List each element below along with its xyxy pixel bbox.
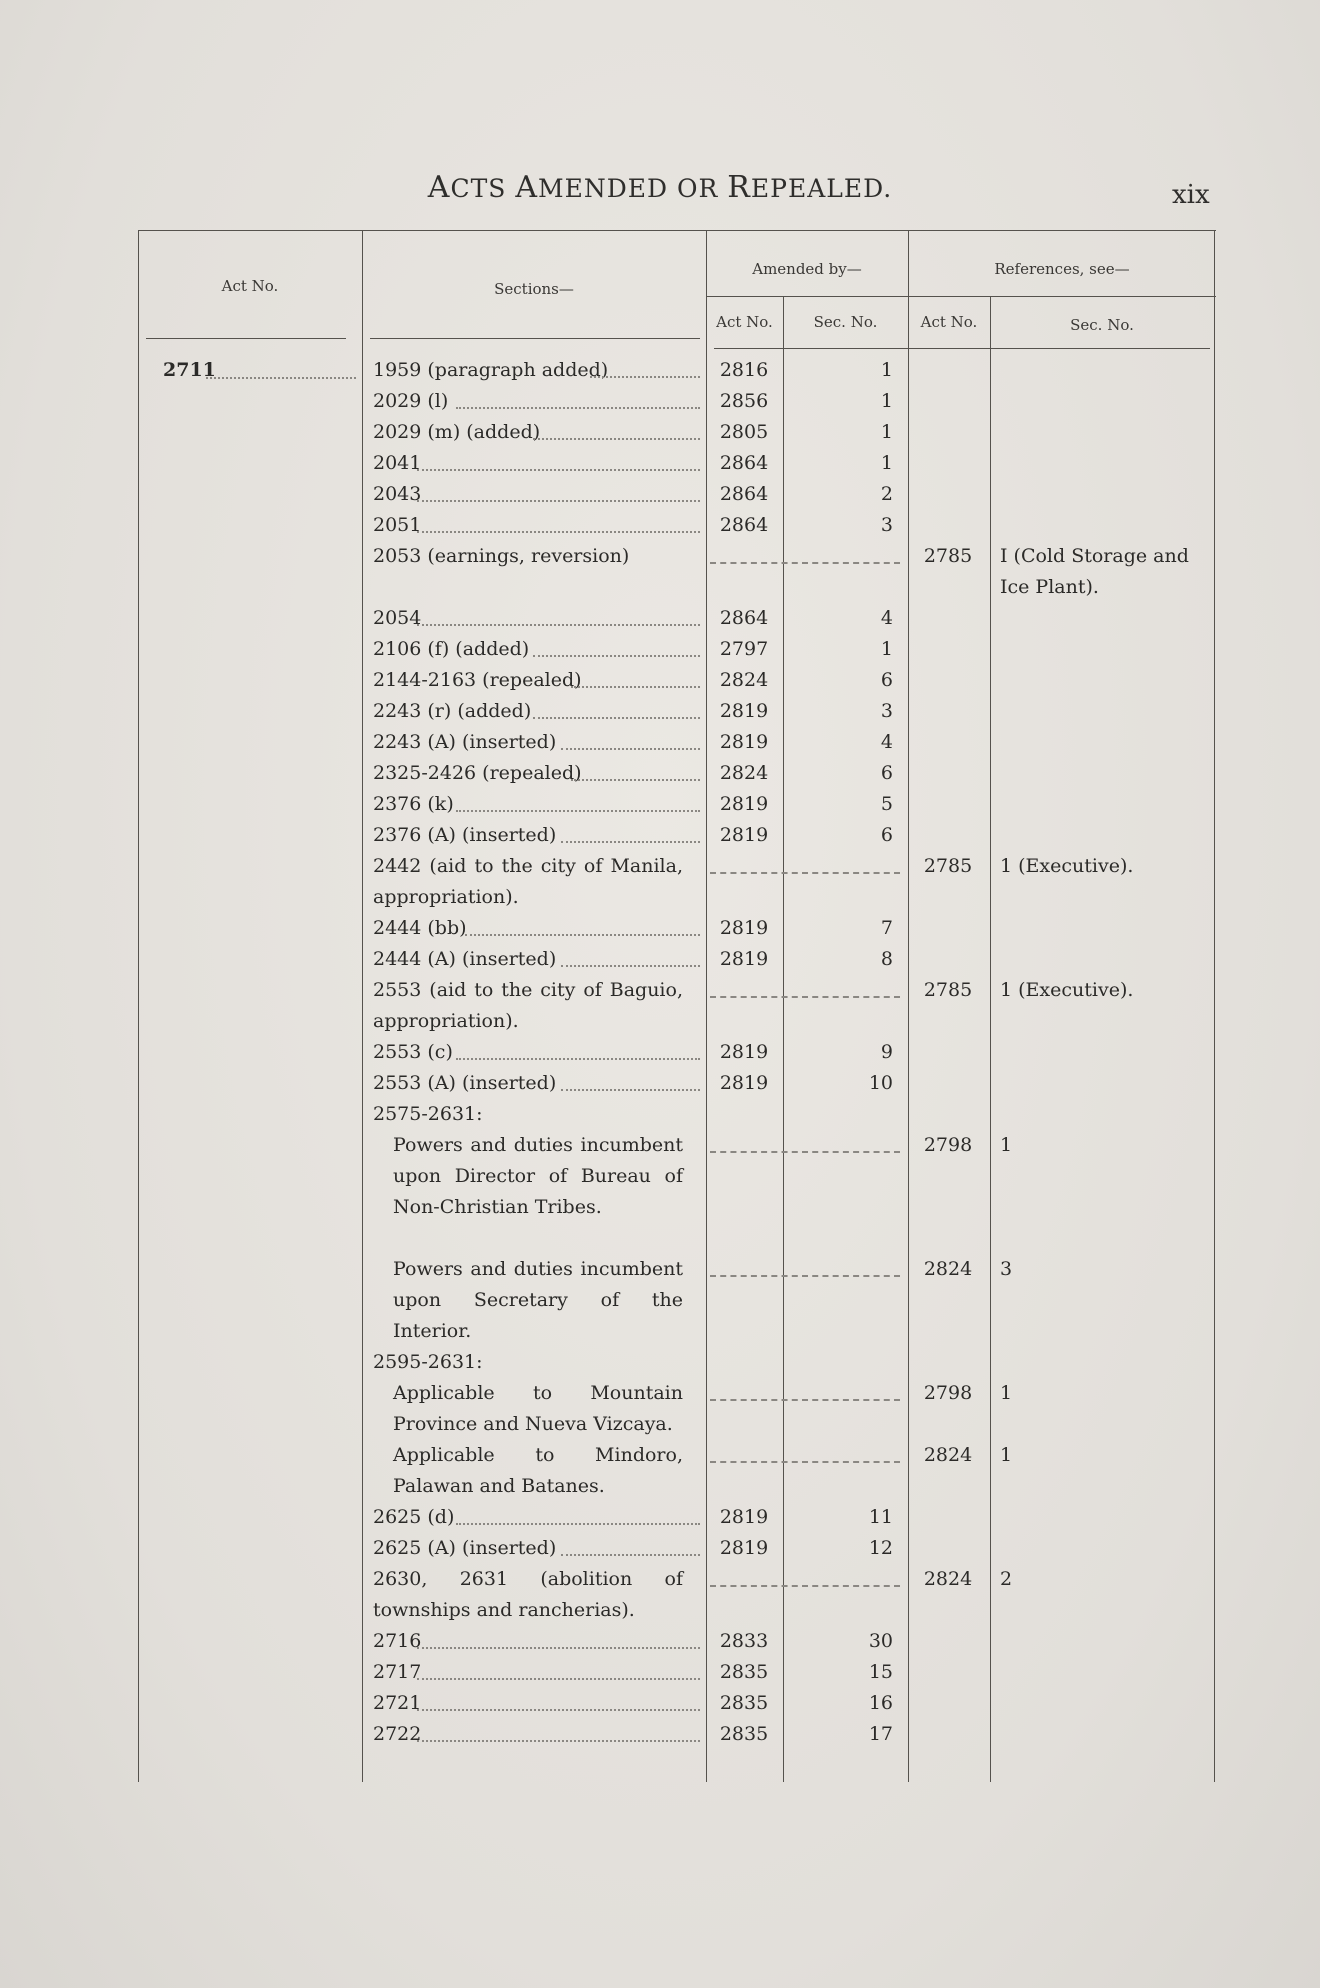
table-row	[138, 510, 1216, 541]
blank-amended-dashes	[710, 562, 900, 564]
section-cell: 2029 (l)	[373, 390, 449, 412]
ref-act-cell: 2785	[923, 855, 973, 877]
amended-sec-cell: 16	[868, 1692, 893, 1714]
amended-act-cell: 2835	[719, 1661, 769, 1683]
table-row	[138, 1254, 1216, 1347]
section-cell: 2243 (r) (added)	[373, 700, 532, 722]
amended-act-cell: 2816	[719, 359, 769, 381]
amended-sec-cell: 6	[880, 762, 893, 784]
amended-sec-cell: 10	[868, 1072, 893, 1094]
dot-leader	[417, 1740, 700, 1742]
amended-sec-cell: 5	[880, 793, 893, 815]
section-cell: 2625 (d)	[373, 1506, 455, 1528]
amended-act-cell: 2835	[719, 1723, 769, 1745]
amended-act-cell: 2824	[719, 669, 769, 691]
dot-leader	[590, 376, 700, 378]
amended-act-cell: 2864	[719, 607, 769, 629]
title-part: MENDED OR	[538, 174, 728, 203]
table-row	[138, 913, 1216, 944]
act-number: 2711	[163, 359, 216, 381]
ref-sec-cell: 3	[1000, 1258, 1013, 1280]
section-cell: 2444 (A) (inserted)	[373, 948, 557, 970]
amended-sec-cell: 6	[880, 824, 893, 846]
blank-amended-dashes	[710, 996, 900, 998]
amended-sec-cell: 4	[880, 731, 893, 753]
section-cell: 1959 (paragraph added)	[373, 359, 609, 381]
ref-sec-cell: I (Cold Storage and Ice Plant).	[1000, 545, 1189, 598]
blank-amended-dashes	[710, 1461, 900, 1463]
table-row	[138, 851, 1216, 913]
section-cell: 2043	[373, 483, 422, 505]
section-cell: 2054	[373, 607, 422, 629]
table-row	[138, 386, 1216, 417]
header-bottom-rule	[146, 338, 346, 339]
amended-sec-cell: 2	[880, 483, 893, 505]
section-cell: 2442 (aid to the city of Manila, appropriation).	[373, 855, 683, 908]
table-row	[138, 1626, 1216, 1657]
header-amended-by: Amended by—	[752, 260, 862, 278]
amended-act-cell: 2819	[719, 731, 769, 753]
section-cell: 2717	[373, 1661, 422, 1683]
dot-leader	[417, 1709, 700, 1711]
amended-act-cell: 2797	[719, 638, 769, 660]
page-number: xix	[1172, 180, 1210, 210]
header-ref-sec-no: Sec. No.	[1070, 316, 1134, 334]
amended-sec-cell: 1	[880, 638, 893, 660]
dot-leader	[571, 779, 700, 781]
blank-amended-dashes	[710, 1585, 900, 1587]
table-row	[138, 758, 1216, 789]
dot-leader	[561, 965, 700, 967]
table-row	[138, 479, 1216, 510]
amended-sec-cell: 3	[880, 700, 893, 722]
dot-leader	[533, 717, 700, 719]
header-subdivider	[706, 296, 1216, 297]
ref-act-cell: 2824	[923, 1258, 973, 1280]
dot-leader	[417, 531, 700, 533]
table-row	[138, 665, 1216, 696]
amended-act-cell: 2819	[719, 1041, 769, 1063]
amended-sec-cell: 12	[868, 1537, 893, 1559]
dot-leader	[465, 934, 700, 936]
ref-sec-cell: 2	[1000, 1568, 1013, 1590]
table-row	[138, 789, 1216, 820]
dot-leader	[456, 1523, 700, 1525]
amended-sec-cell: 17	[868, 1723, 893, 1745]
amended-act-cell: 2819	[719, 948, 769, 970]
amended-act-cell: 2819	[719, 1506, 769, 1528]
section-cell: 2721	[373, 1692, 422, 1714]
section-cell: 2553 (A) (inserted)	[373, 1072, 557, 1094]
dot-leader	[456, 810, 700, 812]
ref-sec-cell: 1 (Executive).	[1000, 855, 1134, 877]
section-cell: Powers and duties incumbent upon Secretary of the Interior.	[393, 1258, 683, 1342]
dot-leader	[417, 1647, 700, 1649]
table-row	[138, 603, 1216, 634]
table-row	[138, 1130, 1216, 1254]
section-cell: Applicable to Mountain Province and Nueva Vizcaya.	[393, 1382, 683, 1435]
ref-act-cell: 2824	[923, 1568, 973, 1590]
section-cell: 2625 (A) (inserted)	[373, 1537, 557, 1559]
amended-act-cell: 2833	[719, 1630, 769, 1652]
table-row	[138, 1440, 1216, 1502]
dot-leader	[456, 407, 700, 409]
section-cell: 2553 (c)	[373, 1041, 453, 1063]
header-ref-act-no: Act No.	[920, 313, 978, 331]
table-row	[138, 727, 1216, 758]
title-part: CTS	[450, 174, 516, 203]
header-sections: Sections—	[494, 280, 574, 298]
header-references: References, see—	[994, 260, 1130, 278]
amended-sec-cell: 30	[868, 1630, 893, 1652]
table-row	[138, 975, 1216, 1037]
section-cell: Applicable to Mindoro, Palawan and Batanes.	[393, 1444, 683, 1497]
section-cell: 2553 (aid to the city of Baguio, appropriation).	[373, 979, 683, 1032]
table-row	[138, 1719, 1216, 1750]
section-cell: 2630, 2631 (abolition of townships and rancherias).	[373, 1568, 683, 1621]
section-cell: 2041	[373, 452, 422, 474]
table-row	[138, 1037, 1216, 1068]
dot-leader	[561, 1554, 700, 1556]
amendments-table	[138, 230, 1216, 1782]
header-amended-act-no: Act No.	[716, 313, 773, 331]
ref-act-cell: 2785	[923, 979, 973, 1001]
title-part: R	[727, 170, 751, 205]
blank-amended-dashes	[710, 1275, 900, 1277]
ref-act-cell: 2798	[923, 1134, 973, 1156]
amended-act-cell: 2805	[719, 421, 769, 443]
table-row	[138, 1068, 1216, 1099]
amended-sec-cell: 15	[868, 1661, 893, 1683]
section-cell: 2376 (k)	[373, 793, 454, 815]
table-row	[138, 417, 1216, 448]
amended-act-cell: 2864	[719, 514, 769, 536]
amended-act-cell: 2819	[719, 700, 769, 722]
dot-leader	[571, 686, 700, 688]
table-top-border	[138, 230, 1216, 231]
table-row	[138, 1533, 1216, 1564]
section-cell: 2722	[373, 1723, 422, 1745]
amended-act-cell: 2819	[719, 793, 769, 815]
page-title	[0, 170, 1320, 205]
dot-leader	[533, 655, 700, 657]
amended-act-cell: 2864	[719, 452, 769, 474]
amended-act-cell: 2819	[719, 824, 769, 846]
dot-leader	[417, 1678, 700, 1680]
amended-sec-cell: 11	[868, 1506, 893, 1528]
blank-amended-dashes	[710, 1399, 900, 1401]
dot-leader	[561, 748, 700, 750]
amended-sec-cell: 8	[880, 948, 893, 970]
amended-act-cell: 2856	[719, 390, 769, 412]
dot-leader	[456, 1058, 700, 1060]
table-row	[138, 541, 1216, 603]
section-cell: 2444 (bb)	[373, 917, 467, 939]
table-row	[138, 1657, 1216, 1688]
table-row	[138, 1099, 1216, 1130]
table-row	[138, 355, 1216, 386]
amended-act-cell: 2819	[719, 1072, 769, 1094]
title-part: A	[427, 170, 451, 205]
title-part: A	[515, 170, 539, 205]
amended-sec-cell: 1	[880, 452, 893, 474]
table-row	[138, 696, 1216, 727]
header-amended-sec-no: Sec. No.	[813, 313, 878, 331]
dot-leader	[561, 1089, 700, 1091]
title-part: EPEALED.	[750, 174, 893, 203]
amended-act-cell: 2835	[719, 1692, 769, 1714]
table-row	[138, 448, 1216, 479]
table-row	[138, 1347, 1216, 1378]
section-cell: 2144-2163 (repealed)	[373, 669, 582, 691]
amended-sec-cell: 9	[880, 1041, 893, 1063]
section-cell: Powers and duties incumbent upon Director of Bureau of Non-Christian Tribes.	[393, 1134, 683, 1218]
ref-sec-cell: 1	[1000, 1444, 1013, 1466]
ref-sec-cell: 1 (Executive).	[1000, 979, 1134, 1001]
section-cell: 2716	[373, 1630, 422, 1652]
section-cell: 2325-2426 (repealed)	[373, 762, 582, 784]
header-bottom-rule	[370, 338, 700, 339]
section-cell: 2051	[373, 514, 422, 536]
dot-leader	[417, 500, 700, 502]
blank-amended-dashes	[710, 872, 900, 874]
table-row	[138, 1378, 1216, 1440]
section-cell: 2106 (f) (added)	[373, 638, 530, 660]
section-cell: 2376 (A) (inserted)	[373, 824, 557, 846]
table-row	[138, 1688, 1216, 1719]
amended-act-cell: 2824	[719, 762, 769, 784]
ref-act-cell: 2824	[923, 1444, 973, 1466]
section-cell: 2575-2631:	[373, 1103, 483, 1125]
table-row	[138, 634, 1216, 665]
table-row	[138, 1564, 1216, 1626]
table-row	[138, 820, 1216, 851]
section-cell: 2595-2631:	[373, 1351, 483, 1373]
amended-act-cell: 2819	[719, 917, 769, 939]
dot-leader	[417, 624, 700, 626]
amended-sec-cell: 7	[880, 917, 893, 939]
section-cell: 2029 (m) (added)	[373, 421, 541, 443]
amended-sec-cell: 3	[880, 514, 893, 536]
amended-act-cell: 2864	[719, 483, 769, 505]
amended-sec-cell: 1	[880, 421, 893, 443]
amended-act-cell: 2819	[719, 1537, 769, 1559]
amended-sec-cell: 1	[880, 390, 893, 412]
dot-leader	[533, 438, 700, 440]
ref-act-cell: 2798	[923, 1382, 973, 1404]
amended-sec-cell: 6	[880, 669, 893, 691]
table-row	[138, 1502, 1216, 1533]
ref-act-cell: 2785	[923, 545, 973, 567]
dot-leader	[417, 469, 700, 471]
header-bottom-rule	[714, 348, 1210, 349]
amended-sec-cell: 1	[880, 359, 893, 381]
ref-sec-cell: 1	[1000, 1382, 1013, 1404]
section-cell: 2243 (A) (inserted)	[373, 731, 557, 753]
section-cell: 2053 (earnings, reversion)	[373, 545, 630, 567]
header-act-no: Act No.	[221, 277, 279, 295]
dot-leader	[561, 841, 700, 843]
table-row	[138, 944, 1216, 975]
amended-sec-cell: 4	[880, 607, 893, 629]
blank-amended-dashes	[710, 1151, 900, 1153]
ref-sec-cell: 1	[1000, 1134, 1013, 1156]
